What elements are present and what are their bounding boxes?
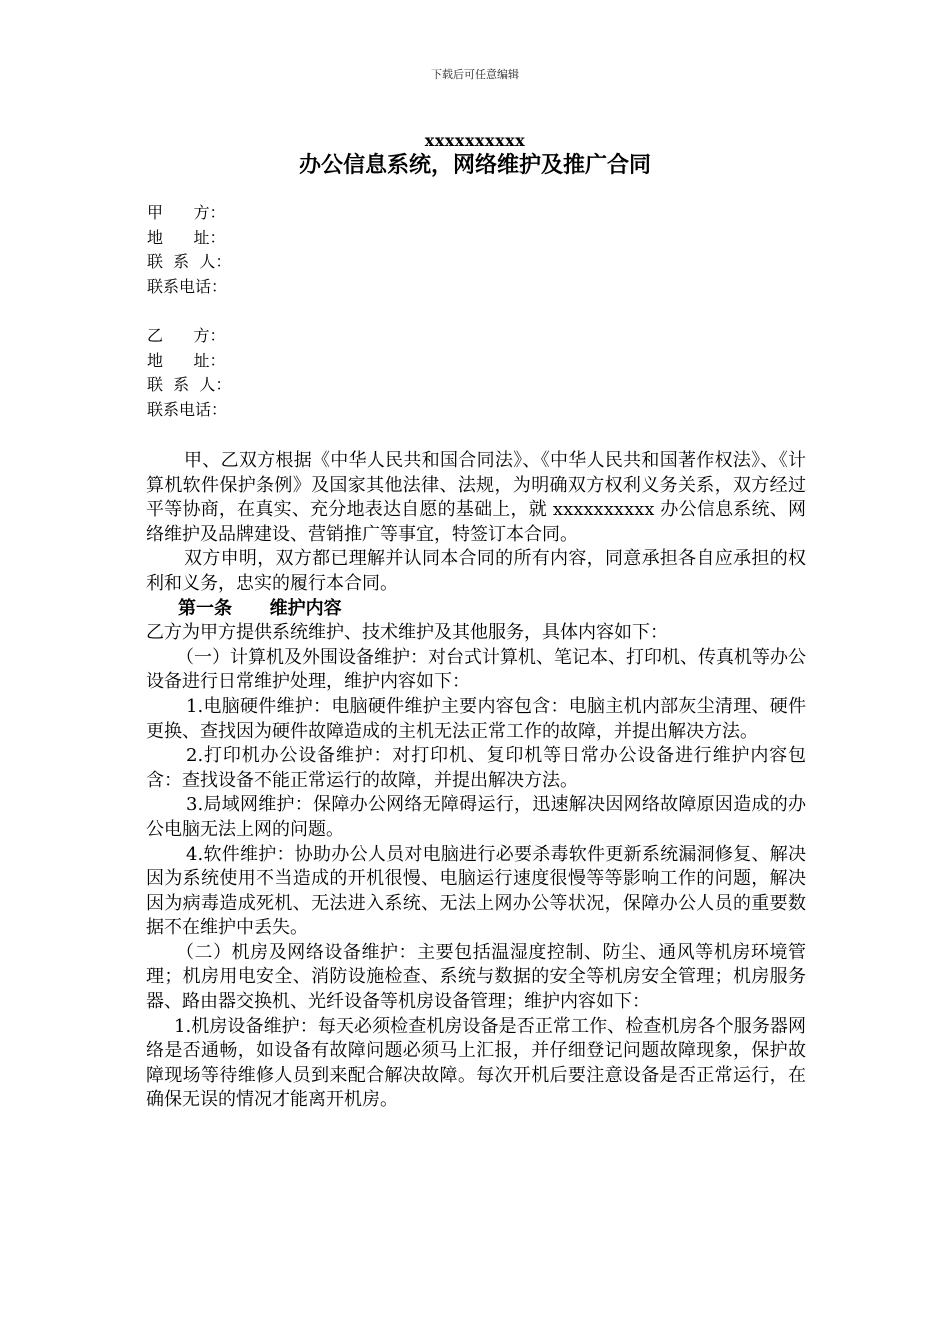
party-a-block bbox=[147, 201, 231, 299]
party-a-address-field: 地 址： bbox=[147, 227, 226, 247]
party-b-contact-field: 联 系 人： bbox=[147, 375, 232, 394]
item-hardware-maintenance: 1.电脑硬件维护：电脑硬件维护主要内容包含：电脑主机内部灰尘清理、硬件更换、查找因为硬件故障造成的主机无法正常工作的故障，并提出解决方法。 bbox=[146, 695, 806, 742]
item-software-maintenance: 4.软件维护：协助办公人员对电脑进行必要杀毒软件更新系统漏洞修复、解决因为系统使用不当造成的开机很慢、电脑运行速度很慢等等影响工作的问题，解决因为病毒造成死机、无法进入系统、无法上网办公等状况，保障办公人员的重要数据不在维护中丢失。 bbox=[146, 843, 806, 939]
service-intro-paragraph: 乙方为甲方提供系统维护、技术维护及其他服务，具体内容如下： bbox=[146, 622, 668, 644]
declaration-paragraph: 双方申明，双方都已理解并认同本合同的所有内容，同意承担各自应承担的权利和义务，忠实的履行本合同。 bbox=[146, 548, 806, 594]
party-b-name-field: 乙 方： bbox=[147, 326, 226, 345]
party-b-address-field: 地 址： bbox=[147, 350, 226, 370]
preamble-paragraph: 甲、乙双方根据《中华人民共和国合同法》、《中华人民共和国著作权法》、《计算机软件保护条例》及国家其他法律、法规，为明确双方权利义务关系，双方经过平等协商，在真实、充分地表达自愿的基础上，就 xxxxxxxxxx 办公信息系统、网络维护及品牌建设、营销推广等事宜，特签订本合同。 bbox=[146, 450, 806, 545]
article-one-heading: 第一条 维护内容 bbox=[178, 597, 342, 619]
item-printer-maintenance: 2.打印机办公设备维护：对打印机、复印机等日常办公设备进行维护内容包含：查找设备不能正常运行的故障，并提出解决方法。 bbox=[146, 745, 806, 791]
item-room-equipment-maintenance: 1.机房设备维护：每天必须检查机房设备是否正常工作、检查机房各个服务器网络是否通畅，如设备有故障问题必须马上汇报，并仔细登记问题故障现象，保护故障现场等待维修人员到来配合解决故障。每次开机后要注意设备是否正常运行，在确保无误的情况才能离开机房。 bbox=[146, 1015, 806, 1111]
contract-body bbox=[146, 449, 806, 1113]
party-a-contact-field: 联 系 人： bbox=[147, 252, 232, 271]
download-note: 下载后可任意编辑 bbox=[431, 68, 519, 81]
document-code: xxxxxxxxxx bbox=[424, 131, 526, 150]
party-b-phone-field: 联系电话： bbox=[147, 399, 228, 419]
section-computer-maintenance: （一）计算机及外围设备维护：对台式计算机、笔记本、打印机、传真机等办公设备进行日常维护处理，维护内容如下： bbox=[146, 646, 806, 693]
party-a-phone-field: 联系电话： bbox=[147, 276, 228, 296]
document-title: 办公信息系统，网络维护及推广合同 bbox=[298, 152, 651, 178]
section-server-room-maintenance: （二）机房及网络设备维护：主要包括温湿度控制、防尘、通风等机房环境管理；机房用电安全、消防设施检查、系统与数据的安全等机房安全管理；机房服务器、路由器交换机、光纤设备等机房设备管理；维护内容如下： bbox=[146, 941, 806, 1013]
party-b-block bbox=[147, 324, 231, 422]
party-a-name-field: 甲 方： bbox=[147, 203, 226, 222]
item-lan-maintenance: 3.局域网维护：保障办公网络无障碍运行，迅速解决因网络故障原因造成的办公电脑无法上网的问题。 bbox=[146, 794, 806, 840]
